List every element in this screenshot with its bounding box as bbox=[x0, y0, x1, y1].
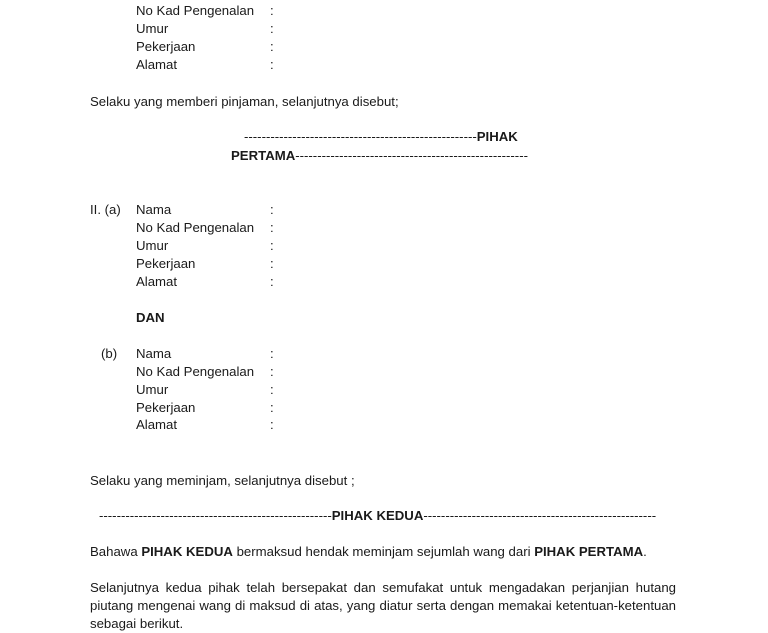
field-colon: : bbox=[270, 364, 274, 379]
text-run-bold: PIHAK PERTAMA bbox=[534, 544, 644, 559]
field-label-name: Nama bbox=[136, 346, 172, 361]
field-colon: : bbox=[270, 346, 274, 361]
field-label-age: Umur bbox=[136, 382, 169, 397]
text-run: Bahawa bbox=[90, 544, 142, 559]
field-colon: : bbox=[270, 220, 274, 235]
field-colon: : bbox=[270, 21, 274, 36]
dash-line: ----------------------------------------------------- bbox=[99, 508, 332, 523]
dash-line: ----------------------------------------------------- bbox=[244, 129, 477, 144]
field-label-ic: No Kad Pengenalan bbox=[136, 364, 255, 379]
field-label-age: Umur bbox=[136, 238, 169, 253]
bahawa-paragraph bbox=[90, 544, 647, 560]
field-colon: : bbox=[270, 256, 274, 271]
field-colon: : bbox=[270, 3, 274, 18]
borrower-line: Selaku yang meminjam, selanjutnya disebut ; bbox=[90, 473, 355, 488]
field-label-ic: No Kad Pengenalan bbox=[136, 220, 255, 235]
pihak-kedua-line bbox=[99, 508, 656, 524]
text-run-bold: PIHAK KEDUA bbox=[141, 544, 233, 559]
field-colon: : bbox=[270, 202, 274, 217]
field-colon: : bbox=[270, 57, 274, 72]
section-marker-b: (b) bbox=[101, 346, 118, 361]
dash-line: ----------------------------------------------------- bbox=[423, 508, 657, 523]
field-colon: : bbox=[270, 39, 274, 54]
field-label-address: Alamat bbox=[136, 274, 178, 289]
pihak-kedua-word: PIHAK KEDUA bbox=[331, 508, 424, 523]
dash-line: ----------------------------------------------------- bbox=[295, 148, 528, 163]
pihak-pertama-line2 bbox=[231, 148, 528, 164]
field-colon: : bbox=[270, 382, 274, 397]
field-label-address: Alamat bbox=[136, 57, 178, 72]
text-run: bermaksud hendak meminjam sejumlah wang dari bbox=[232, 544, 535, 559]
field-colon: : bbox=[270, 238, 274, 253]
field-colon: : bbox=[270, 274, 274, 289]
field-label-age: Umur bbox=[136, 21, 169, 36]
field-colon: : bbox=[270, 417, 274, 432]
field-label-address: Alamat bbox=[136, 417, 178, 432]
field-label-occupation: Pekerjaan bbox=[136, 39, 196, 54]
pertama-word: PERTAMA bbox=[231, 148, 296, 163]
lender-line: Selaku yang memberi pinjaman, selanjutnya disebut; bbox=[90, 94, 399, 109]
field-label-ic: No Kad Pengenalan bbox=[136, 3, 255, 18]
field-label-name: Nama bbox=[136, 202, 172, 217]
field-label-occupation: Pekerjaan bbox=[136, 256, 196, 271]
text-run: . bbox=[643, 544, 647, 559]
field-colon: : bbox=[270, 400, 274, 415]
agreement-paragraph: Selanjutnya kedua pihak telah bersepakat dan semufakat untuk mengadakan perjanjian hutang piutang mengenai wang di maksud di atas, yang diatur serta dengan memakai ketentuan-ketentuan sebagai berikut. bbox=[90, 580, 676, 631]
pihak-word: PIHAK bbox=[476, 129, 518, 144]
pihak-pertama-line1 bbox=[244, 129, 518, 145]
field-label-occupation: Pekerjaan bbox=[136, 400, 196, 415]
dan-heading: DAN bbox=[136, 310, 165, 325]
section-marker-a: II. (a) bbox=[90, 202, 121, 217]
